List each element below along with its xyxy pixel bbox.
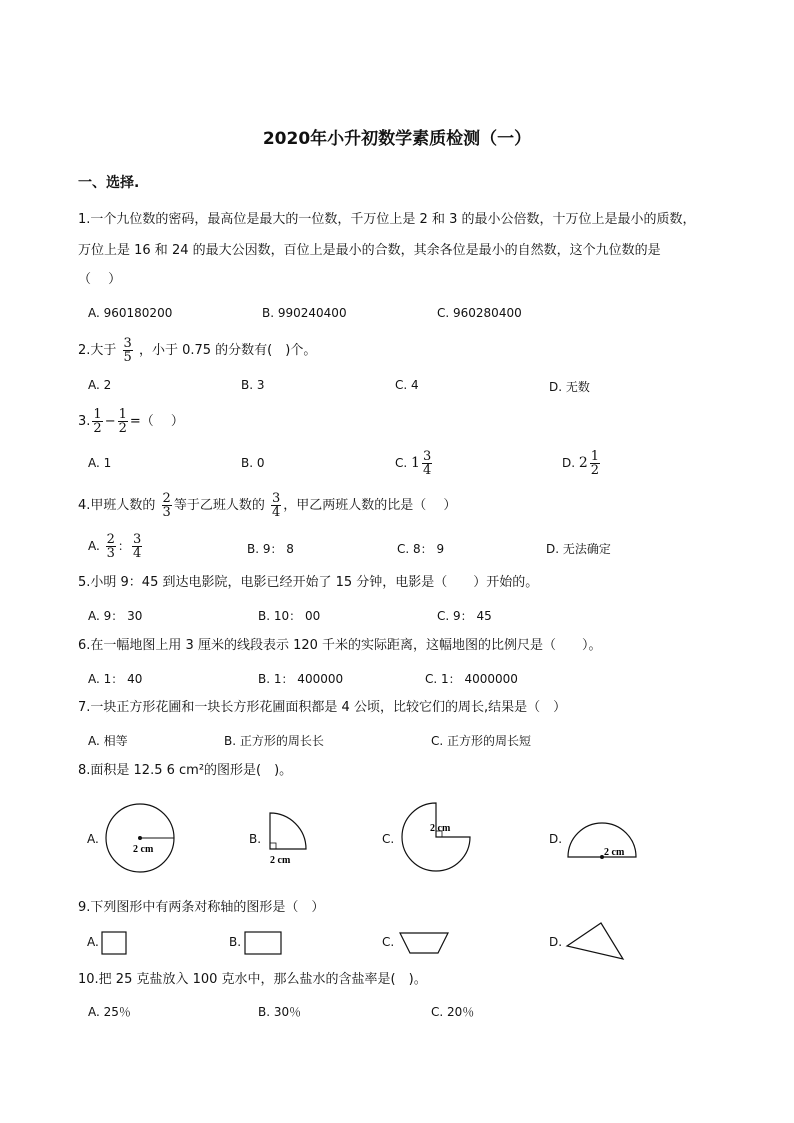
q2-option-d: D. 无数 bbox=[549, 380, 590, 394]
q6-option-c: C. 1： 4000000 bbox=[425, 672, 518, 686]
q2-option-c: C. 4 bbox=[395, 378, 419, 392]
q5-option-b: B. 10： 00 bbox=[258, 609, 321, 623]
q3-option-a: A. 1 bbox=[88, 456, 112, 470]
question-9: 9.下列图形中有两条对称轴的图形是（ ） bbox=[78, 900, 325, 915]
q1-option-b: B. 990240400 bbox=[262, 306, 347, 320]
figure-square bbox=[100, 930, 130, 956]
figure-triangle bbox=[565, 920, 625, 962]
q8-label-a: A. bbox=[87, 832, 99, 846]
q2-suffix: ，小于 0.75 的分数有( )个。 bbox=[138, 343, 317, 358]
q3-c-whole: 1 bbox=[411, 455, 420, 471]
q10-option-b: B. 30％ bbox=[258, 1005, 302, 1019]
q9-label-b: B. bbox=[229, 935, 242, 949]
q4-option-b: B. 9： 8 bbox=[247, 542, 294, 556]
question-1-line-3: （ ） bbox=[78, 272, 122, 287]
q4-a-num: 2 bbox=[162, 491, 171, 506]
q7-option-b: B. 正方形的周长长 bbox=[224, 734, 324, 748]
q4-option-a-label: A. bbox=[88, 539, 100, 553]
q3-option-d bbox=[562, 450, 602, 477]
q3-option-c-label: C. bbox=[395, 456, 412, 470]
q3-b-den: 2 bbox=[118, 421, 127, 436]
question-10: 10.把 25 克盐放入 100 克水中，那么盐水的含盐率是( )。 bbox=[78, 972, 427, 987]
q6-option-b: B. 1： 400000 bbox=[258, 672, 344, 686]
q2-frac-num: 3 bbox=[123, 336, 132, 351]
section-heading: 一、选择. bbox=[78, 175, 140, 191]
q4-a-den: 3 bbox=[162, 505, 171, 520]
q4-opt-a-frac-1 bbox=[106, 533, 116, 560]
q1-option-a: A. 960180200 bbox=[88, 306, 173, 320]
q6-option-a: A. 1： 40 bbox=[88, 672, 143, 686]
q8c-radius-label: 2 cm bbox=[430, 823, 451, 834]
q8-label-b: B. bbox=[249, 832, 262, 846]
q8-label-c: C. bbox=[382, 832, 395, 846]
question-6: 6.在一幅地图上用 3 厘米的线段表示 120 千米的实际距离，这幅地图的比例尺是（ ）。 bbox=[78, 638, 602, 653]
center-dot bbox=[138, 836, 142, 840]
fraction-one-half-b bbox=[118, 408, 128, 435]
q3-option-d-label: D. bbox=[562, 456, 579, 470]
quarter-circle-outline bbox=[270, 813, 306, 849]
triangle-outline bbox=[567, 923, 623, 959]
q8b-radius-label: 2 cm bbox=[270, 855, 291, 866]
figure-quarter-circle bbox=[258, 805, 318, 867]
question-2 bbox=[78, 337, 316, 364]
page-title: 2020年小升初数学素质检测（一） bbox=[262, 129, 532, 149]
q4-option-d: D. 无法确定 bbox=[546, 542, 611, 556]
q9-label-a: A. bbox=[87, 935, 99, 949]
q5-option-c: C. 9： 45 bbox=[437, 609, 492, 623]
q3-d-den: 2 bbox=[590, 463, 600, 478]
q3-d-whole: 2 bbox=[578, 455, 588, 471]
question-1-line-1: 1.一个九位数的密码，最高位是最大的一位数，千万位上是 2 和 3 的最小公倍数，十万位上是最小的质数， bbox=[78, 212, 696, 227]
figure-full-circle bbox=[96, 790, 186, 890]
right-angle-mark bbox=[270, 843, 276, 849]
q4-opt-a-num-1: 2 bbox=[106, 532, 115, 547]
q4-opt-a-den-2: 4 bbox=[132, 546, 142, 561]
semicircle-outline bbox=[568, 823, 636, 857]
figure-rectangle bbox=[243, 930, 283, 956]
q4-suffix: ，甲乙两班人数的比是（ ） bbox=[283, 498, 457, 513]
question-4 bbox=[78, 492, 456, 519]
question-8: 8.面积是 12.5 6 cm²的图形是( )。 bbox=[78, 763, 293, 778]
q9-label-d: D. bbox=[549, 935, 563, 949]
rectangle-outline bbox=[245, 932, 281, 954]
q8d-radius-label: 2 cm bbox=[604, 847, 625, 858]
question-7: 7.一块正方形花圃和一块长方形花圃面积都是 4 公顷，比较它们的周长,结果是（ ） bbox=[78, 700, 567, 715]
q2-prefix: 2.大于 bbox=[78, 343, 117, 358]
q4-opt-a-colon: ： bbox=[117, 539, 130, 553]
q4-b-den: 4 bbox=[271, 505, 281, 520]
q4-b-num: 3 bbox=[271, 491, 281, 506]
q4-option-c: C. 8： 9 bbox=[397, 542, 445, 556]
q4-middle: 等于乙班人数的 bbox=[173, 498, 265, 513]
q2-option-b: B. 3 bbox=[241, 378, 265, 392]
trapezoid-outline bbox=[400, 933, 448, 953]
q3-a-den: 2 bbox=[93, 421, 102, 436]
q3-c-den: 4 bbox=[422, 463, 432, 478]
q1-option-c: C. 960280400 bbox=[437, 306, 522, 320]
fraction-two-thirds bbox=[162, 492, 172, 519]
q3-c-num: 3 bbox=[422, 449, 432, 464]
q3-suffix: =（ ） bbox=[129, 414, 184, 429]
question-3 bbox=[78, 408, 184, 435]
q4-opt-a-den-1: 3 bbox=[106, 546, 115, 561]
mixed-frac-c bbox=[422, 450, 432, 477]
figure-three-quarter-circle bbox=[398, 795, 478, 885]
q7-option-a: A. 相等 bbox=[88, 734, 128, 748]
question-5: 5.小明 9：45 到达电影院，电影已经开始了 15 分钟，电影是（ ）开始的。 bbox=[78, 575, 539, 590]
fraction-three-quarters bbox=[271, 492, 281, 519]
mixed-frac-d bbox=[590, 450, 600, 477]
fraction-one-half-a bbox=[92, 408, 102, 435]
q2-frac-den: 5 bbox=[123, 350, 132, 365]
q3-minus: − bbox=[104, 414, 116, 429]
q3-d-num: 1 bbox=[590, 449, 600, 464]
q10-option-a: A. 25％ bbox=[88, 1005, 131, 1019]
q4-option-a bbox=[88, 533, 144, 560]
figure-trapezoid bbox=[398, 930, 450, 956]
q4-opt-a-num-2: 3 bbox=[132, 532, 142, 547]
q3-a-num: 1 bbox=[93, 407, 102, 422]
q3-option-b: B. 0 bbox=[241, 456, 265, 470]
q10-option-c: C. 20％ bbox=[431, 1005, 475, 1019]
square-outline bbox=[102, 932, 126, 954]
q3-option-c bbox=[395, 450, 434, 477]
q3-prefix: 3. bbox=[78, 414, 91, 429]
figure-semicircle bbox=[566, 815, 638, 863]
q4-opt-a-frac-2 bbox=[132, 533, 142, 560]
q8a-radius-label: 2 cm bbox=[133, 844, 154, 855]
q9-label-c: C. bbox=[382, 935, 395, 949]
q3-b-num: 1 bbox=[118, 407, 127, 422]
q4-prefix: 4.甲班人数的 bbox=[78, 498, 156, 513]
q7-option-c: C. 正方形的周长短 bbox=[431, 734, 532, 748]
fraction-three-fifths bbox=[123, 337, 133, 364]
q2-option-a: A. 2 bbox=[88, 378, 112, 392]
q8-label-d: D. bbox=[549, 832, 563, 846]
q5-option-a: A. 9： 30 bbox=[88, 609, 143, 623]
question-1-line-2: 万位上是 16 和 24 的最大公因数，百位上是最小的合数，其余各位是最小的自然数，这个九位数的是 bbox=[78, 243, 661, 258]
